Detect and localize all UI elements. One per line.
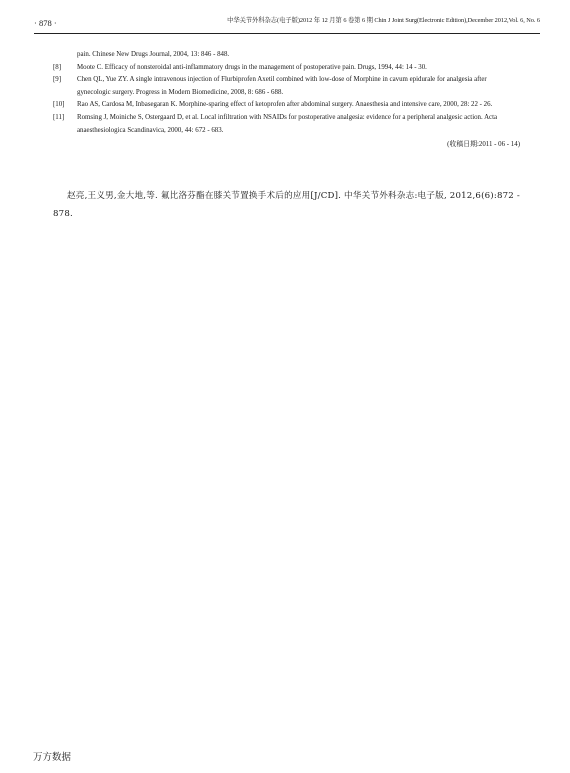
reference-item [53,112,520,137]
journal-running-head: 中华关节外科杂志(电子版)2012 年 12 月第 6 卷第 6 期 Chin J Joint Surg(Electronic Edition),December 2012,Vol. 6, No. 6 [227,17,540,24]
page-header [34,12,540,42]
reference-index: [10] [53,101,65,109]
reference-index: [11] [53,113,65,121]
reference-index: [9] [53,76,62,84]
reference-text: Chen QL, Yue ZY. A single intravenous injection of Flurbiprofen Axetil combined with low-dose of Morphine in cavum epidurale for analgesia after gynecologic surgery. Progress in Modern Biomedicine, 2008, 8: 686 - 688. [77,76,487,96]
reference-list [53,49,520,152]
header-rule [34,33,540,34]
reference-text: Romsing J, Moiniche S, Ostergaard D, et al. Local infiltration with NSAIDs for postoperative analgesia: evidence for a peripheral analgesic action. Acta anaesthesiologica Scandinavica, 2000, 44: 672 - 683. [77,113,498,134]
reference-item [53,99,520,112]
reference-index: [8] [53,63,62,71]
reference-text: Moote C. Efficacy of nonsteroidal anti-inflammatory drugs in the management of postoperative pain. Drugs, 1994, 44: 14 - 30. [77,63,427,71]
reference-item [53,62,520,75]
watermark-text: 万方数据 [33,752,72,763]
reference-text: Rao AS, Cardosa M, Inbasegaran K. Morphine-sparing effect of ketoprofen after abdominal surgery. Anaesthesia and intensive care, 2000, 28: 22 - 26. [77,101,493,109]
page-number: · 878 · [34,18,57,28]
received-date: (收稿日期:2011 - 06 - 14) [447,141,520,149]
article-citation: 赵亮,王义男,金大地,等. 氟比洛芬酯在膝关节置换手术后的应用[J/CD]. 中华关节外科杂志:电子版, 2012,6(6):872 - 878. [53,191,520,219]
reference-item [53,74,520,99]
reference-continuation: pain. Chinese New Drugs Journal, 2004, 13: 846 - 848. [77,51,230,58]
